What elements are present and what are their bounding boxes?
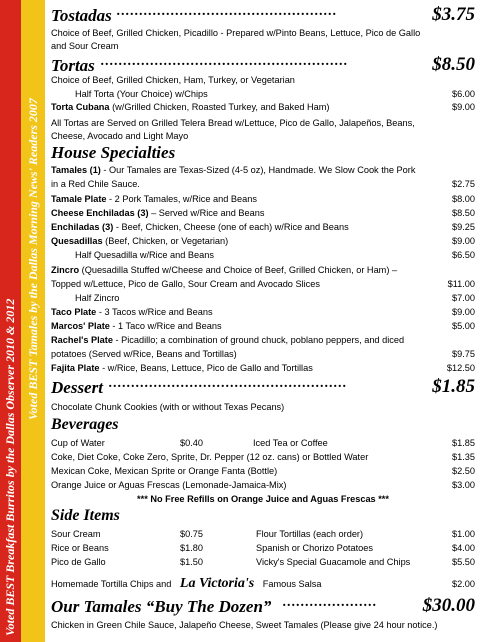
cheese-enchiladas-desc: – Served w/Rice and Beans [148,208,265,218]
dozen-title: Our Tamales “Buy The Dozen” [51,597,272,616]
tortas-title: Tortas [51,56,95,75]
half-quesadilla-price: $6.50 [452,250,475,260]
iced-tea-label: Iced Tea or Coffee [253,438,328,448]
spanish-potatoes-label: Spanish or Chorizo Potatoes [256,543,373,553]
tamale-plate-price: $8.00 [452,194,475,204]
torta-cubana-name: Torta Cubana [51,102,110,112]
refills-note: *** No Free Refills on Orange Juice and Aguas Frescas *** [137,494,389,504]
marcos-plate-desc: - 1 Taco w/Rice and Beans [109,321,222,331]
beverages-title: Beverages [51,416,119,433]
pico-de-gallo-label: Pico de Gallo [51,557,106,567]
half-zincro-label: Half Zincro [75,293,120,303]
guacamole-price: $5.50 [452,557,475,567]
tamales-desc-2: in a Red Chile Sauce. [51,179,140,189]
leader-dots: ....................................................... [101,54,349,69]
tamales-desc: - Our Tamales are Texas-Sized (4-5 oz), Handmade. We Slow Cook the Pork [100,165,416,175]
mexican-coke-price: $2.50 [452,466,475,476]
torta-cubana-desc: (w/Grilled Chicken, Roasted Turkey, and Baked Ham) [109,102,330,112]
zincro-desc-2: Topped w/Lettuce, Pico de Gallo, Sour Cream and Avocado Slices [51,279,320,289]
zincro-price: $11.00 [447,279,475,289]
coke-price: $1.35 [452,452,475,462]
tamales-name: Tamales (1) [51,165,101,175]
taco-plate-name: Taco Plate [51,307,97,317]
enchiladas-price: $9.25 [452,222,475,232]
flour-tortillas-label: Flour Tortillas (each order) [256,529,364,539]
enchiladas-item [51,221,475,233]
zincro-desc: (Quesadilla Stuffed w/Cheese and Choice of Beef, Grilled Chicken, or Ham) – [79,265,398,275]
tortas-note-2: Cheese, Avocado and Light Mayo [51,131,189,141]
cheese-enchiladas-item [51,207,475,219]
famous-salsa-label: Famous Salsa [262,579,322,589]
rachels-plate-desc: - Picadillo; a combination of ground chuck, poblano peppers, and diced [112,335,405,345]
tostadas-desc-2: and Sour Cream [51,41,119,51]
dozen-desc: Chicken in Green Chile Sauce, Jalapeño Cheese, Sweet Tamales (Please give 24 hour notice.) [51,620,438,630]
flour-tortillas-price: $1.00 [452,529,475,539]
tamales-price: $2.75 [452,179,475,189]
tostadas-price: $3.75 [432,4,475,25]
cheese-enchiladas-price: $8.50 [452,208,475,218]
enchiladas-name: Enchiladas (3) [51,222,114,232]
pico-de-gallo-price: $1.50 [180,557,203,567]
half-torta-item [75,88,475,100]
leader-dots: ..................... [283,595,378,610]
taco-plate-item [51,306,475,318]
leader-dots: ................................................. [117,4,338,19]
rice-beans-price: $1.80 [180,543,203,553]
rachels-plate-name: Rachel's Plate [51,335,113,345]
quesadillas-name: Quesadillas [51,236,103,246]
tostadas-desc: Choice of Beef, Grilled Chicken, Picadillo - Prepared w/Pinto Beans, Lettuce, Pico de Gallo [51,28,421,38]
fajita-plate-desc: - w/Rice, Beans, Lettuce, Pico de Gallo and Tortillas [99,363,313,373]
taco-plate-desc: - 3 Tacos w/Rice and Beans [96,307,213,317]
rachels-plate-desc-2: potatoes (Served w/Rice, Beans and Tortillas) [51,349,237,359]
tortas-price: $8.50 [432,54,475,75]
tostadas-title-row [51,6,475,26]
tamale-plate-desc: - 2 Pork Tamales, w/Rice and Beans [106,194,257,204]
dessert-price: $1.85 [432,376,475,397]
beverage-row-3 [51,465,475,477]
side-items-title: Side Items [51,507,120,524]
zincro-item-2 [51,278,475,290]
half-quesadilla-label: Half Quesadilla w/Rice and Beans [75,250,214,260]
orange-juice-label: Orange Juice or Aguas Frescas (Lemonade-Jamaica-Mix) [51,480,287,490]
dozen-price: $30.00 [422,595,475,616]
marcos-plate-name: Marcos' Plate [51,321,110,331]
quesadillas-price: $9.00 [452,236,475,246]
dessert-desc: Chocolate Chunk Cookies (with or without Texas Pecans) [51,402,285,412]
rachels-plate-price: $9.75 [452,349,475,359]
iced-tea-price: $1.85 [452,438,475,448]
zincro-item [51,264,475,276]
tamale-plate-item [51,193,475,205]
dessert-title-row [51,378,475,398]
sour-cream-label: Sour Cream [51,529,101,539]
tostadas-title: Tostadas [51,6,112,25]
dozen-title-row [51,597,475,617]
tortas-desc: Choice of Beef, Grilled Chicken, Ham, Turkey, or Vegetarian [51,75,295,85]
fajita-plate-price: $12.50 [446,363,475,373]
zincro-name: Zincro [51,265,80,275]
cup-of-water-label: Cup of Water [51,438,105,448]
taco-plate-price: $9.00 [452,307,475,317]
coke-label: Coke, Diet Coke, Coke Zero, Sprite, Dr. Pepper (12 oz. cans) or Bottled Water [51,452,369,462]
half-torta-label: Half Torta (Your Choice) w/Chips [75,89,208,99]
cup-of-water-price: $0.40 [180,438,203,448]
tamale-plate-name: Tamale Plate [51,194,107,204]
award-text-burritos: Voted BEST Breakfast Burritos by the Dallas Observer 2010 & 2012 [3,298,17,636]
award-text-tamales: Voted BEST Tamales by the Dallas Morning News' Readers 2007 [26,98,40,420]
torta-cubana-item [51,101,475,113]
side-row-4 [51,576,475,592]
leader-dots: ..................................................... [109,376,348,391]
sour-cream-price: $0.75 [180,529,203,539]
orange-juice-price: $3.00 [452,480,475,490]
fajita-plate-item [51,362,475,374]
la-victorias-brand: La Victoria's [179,576,255,591]
torta-cubana-price: $9.00 [452,102,475,112]
half-zincro-item [75,292,475,304]
rachels-plate-item [51,334,475,346]
guacamole-label: Vicky's Special Guacamole and Chips [256,557,411,567]
spanish-potatoes-price: $4.00 [452,543,475,553]
tortas-note: All Tortas are Served on Grilled Telera Bread w/Lettuce, Pico de Gallo, Jalapeños, Beans, [51,118,415,128]
cheese-enchiladas-name: Cheese Enchiladas (3) [51,208,149,218]
salsa-price: $2.00 [452,579,475,589]
half-torta-price: $6.00 [452,89,475,99]
enchiladas-desc: - Beef, Chicken, Cheese (one of each) w/Rice and Beans [113,222,349,232]
mexican-coke-label: Mexican Coke, Mexican Sprite or Orange Fanta (Bottle) [51,466,278,476]
tortas-title-row [51,56,475,76]
half-zincro-price: $7.00 [452,293,475,303]
beverage-row-2 [51,451,475,463]
house-specialties-title: House Specialties [51,143,176,162]
homemade-chips-label: Homemade Tortilla Chips and [51,579,172,589]
quesadillas-desc: (Beef, Chicken, or Vegetarian) [102,236,229,246]
rachels-plate-item-2 [51,348,475,360]
half-quesadilla-item [75,249,475,261]
marcos-plate-price: $5.00 [452,321,475,331]
tamales-item [51,164,475,176]
dessert-title: Dessert [51,378,103,397]
rice-beans-label: Rice or Beans [51,543,109,553]
beverage-row-4 [51,479,475,491]
marcos-plate-item [51,320,475,332]
fajita-plate-name: Fajita Plate [51,363,100,373]
tamales-item-2 [51,178,475,190]
quesadillas-item [51,235,475,247]
